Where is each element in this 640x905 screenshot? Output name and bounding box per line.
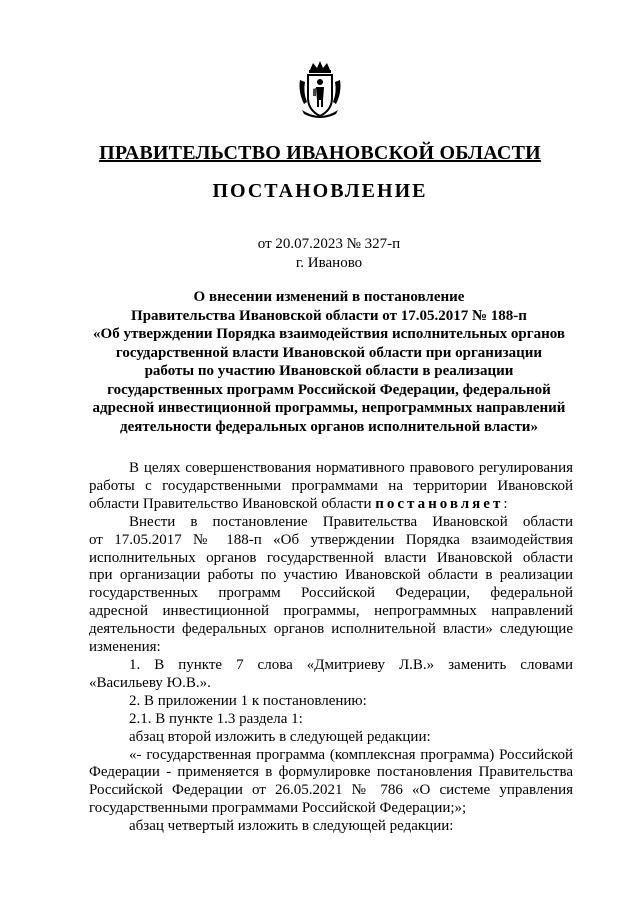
body-line: Внести в постановление Правительства Ивановской области	[129, 513, 573, 530]
document-title	[72, 288, 586, 436]
title-line: работы по участию Ивановской области в реализации	[144, 363, 514, 379]
body-line: адресной инвестиционной программы, непрограммных направлений	[89, 603, 573, 620]
document-type: ПОСТАНОВЛЕНИЕ	[212, 180, 428, 202]
body-line: государственных программ Российской Федерации, федеральной	[89, 585, 573, 602]
body-line: «Васильеву Ю.В.».	[89, 674, 211, 691]
body-line: исполнительных органов государственной власти Ивановской области	[89, 549, 573, 566]
body-line: работы с государственными программами на территории Ивановской	[89, 477, 573, 494]
title-line: государственных программ Российской Федерации, федеральной	[107, 381, 551, 398]
body-line: абзац четвертый изложить в следующей редакции:	[129, 818, 454, 835]
title-line: адресной инвестиционной программы, непрограммных направлений	[92, 400, 566, 416]
title-line: О внесении изменений в постановление	[193, 289, 465, 305]
spaced-keyword: постановляет	[375, 495, 504, 512]
document-date-number: от 20.07.2023 № 327-п	[257, 236, 401, 252]
body-line	[89, 496, 573, 514]
title-line: «Об утверждении Порядка взаимодействия исполнительных органов	[93, 326, 565, 342]
body-line: Федерации - применяется в формулировке постановления Правительства	[89, 764, 573, 781]
body-line: 2. В приложении 1 к постановлению:	[129, 692, 367, 709]
title-line: государственной власти Ивановской области при организации	[115, 344, 543, 361]
coat-of-arms-icon	[296, 60, 344, 122]
body-line: абзац второй изложить в следующей редакции:	[129, 728, 431, 745]
body-line: государственными программами Российской Федерации;»;	[89, 800, 467, 817]
body-line: изменения:	[89, 639, 161, 656]
body-line: 1. В пункте 7 слова «Дмитриеву Л.В.» заменить словами	[129, 656, 573, 673]
title-line: деятельности федеральных органов исполнительной власти»	[120, 418, 538, 435]
org-title: ПРАВИТЕЛЬСТВО ИВАНОВСКОЙ ОБЛАСТИ	[99, 142, 541, 164]
body-line: В целях совершенствования нормативного правового регулирования	[129, 460, 573, 476]
body-text: области Правительство Ивановской области	[89, 495, 376, 512]
body-text: :	[503, 495, 508, 512]
body-line: 2.1. В пункте 1.3 раздела 1:	[129, 710, 303, 727]
document-city: г. Иваново	[295, 255, 363, 271]
title-line: Правительства Ивановской области от 17.05.2017 № 188-п	[131, 307, 527, 324]
document-body	[89, 460, 573, 836]
body-line: от 17.05.2017 № 188-п «Об утверждении Порядка взаимодействия	[89, 531, 573, 548]
body-line: Российской Федерации от 26.05.2021 № 786 «О системе управления	[89, 782, 573, 799]
body-line: при организации работы по участию Ивановской области в реализации	[89, 567, 573, 584]
body-line: «- государственная программа (комплексная программа) Российской	[129, 746, 573, 763]
body-line: деятельности федеральных органов исполнительной власти» следующие	[89, 621, 573, 638]
